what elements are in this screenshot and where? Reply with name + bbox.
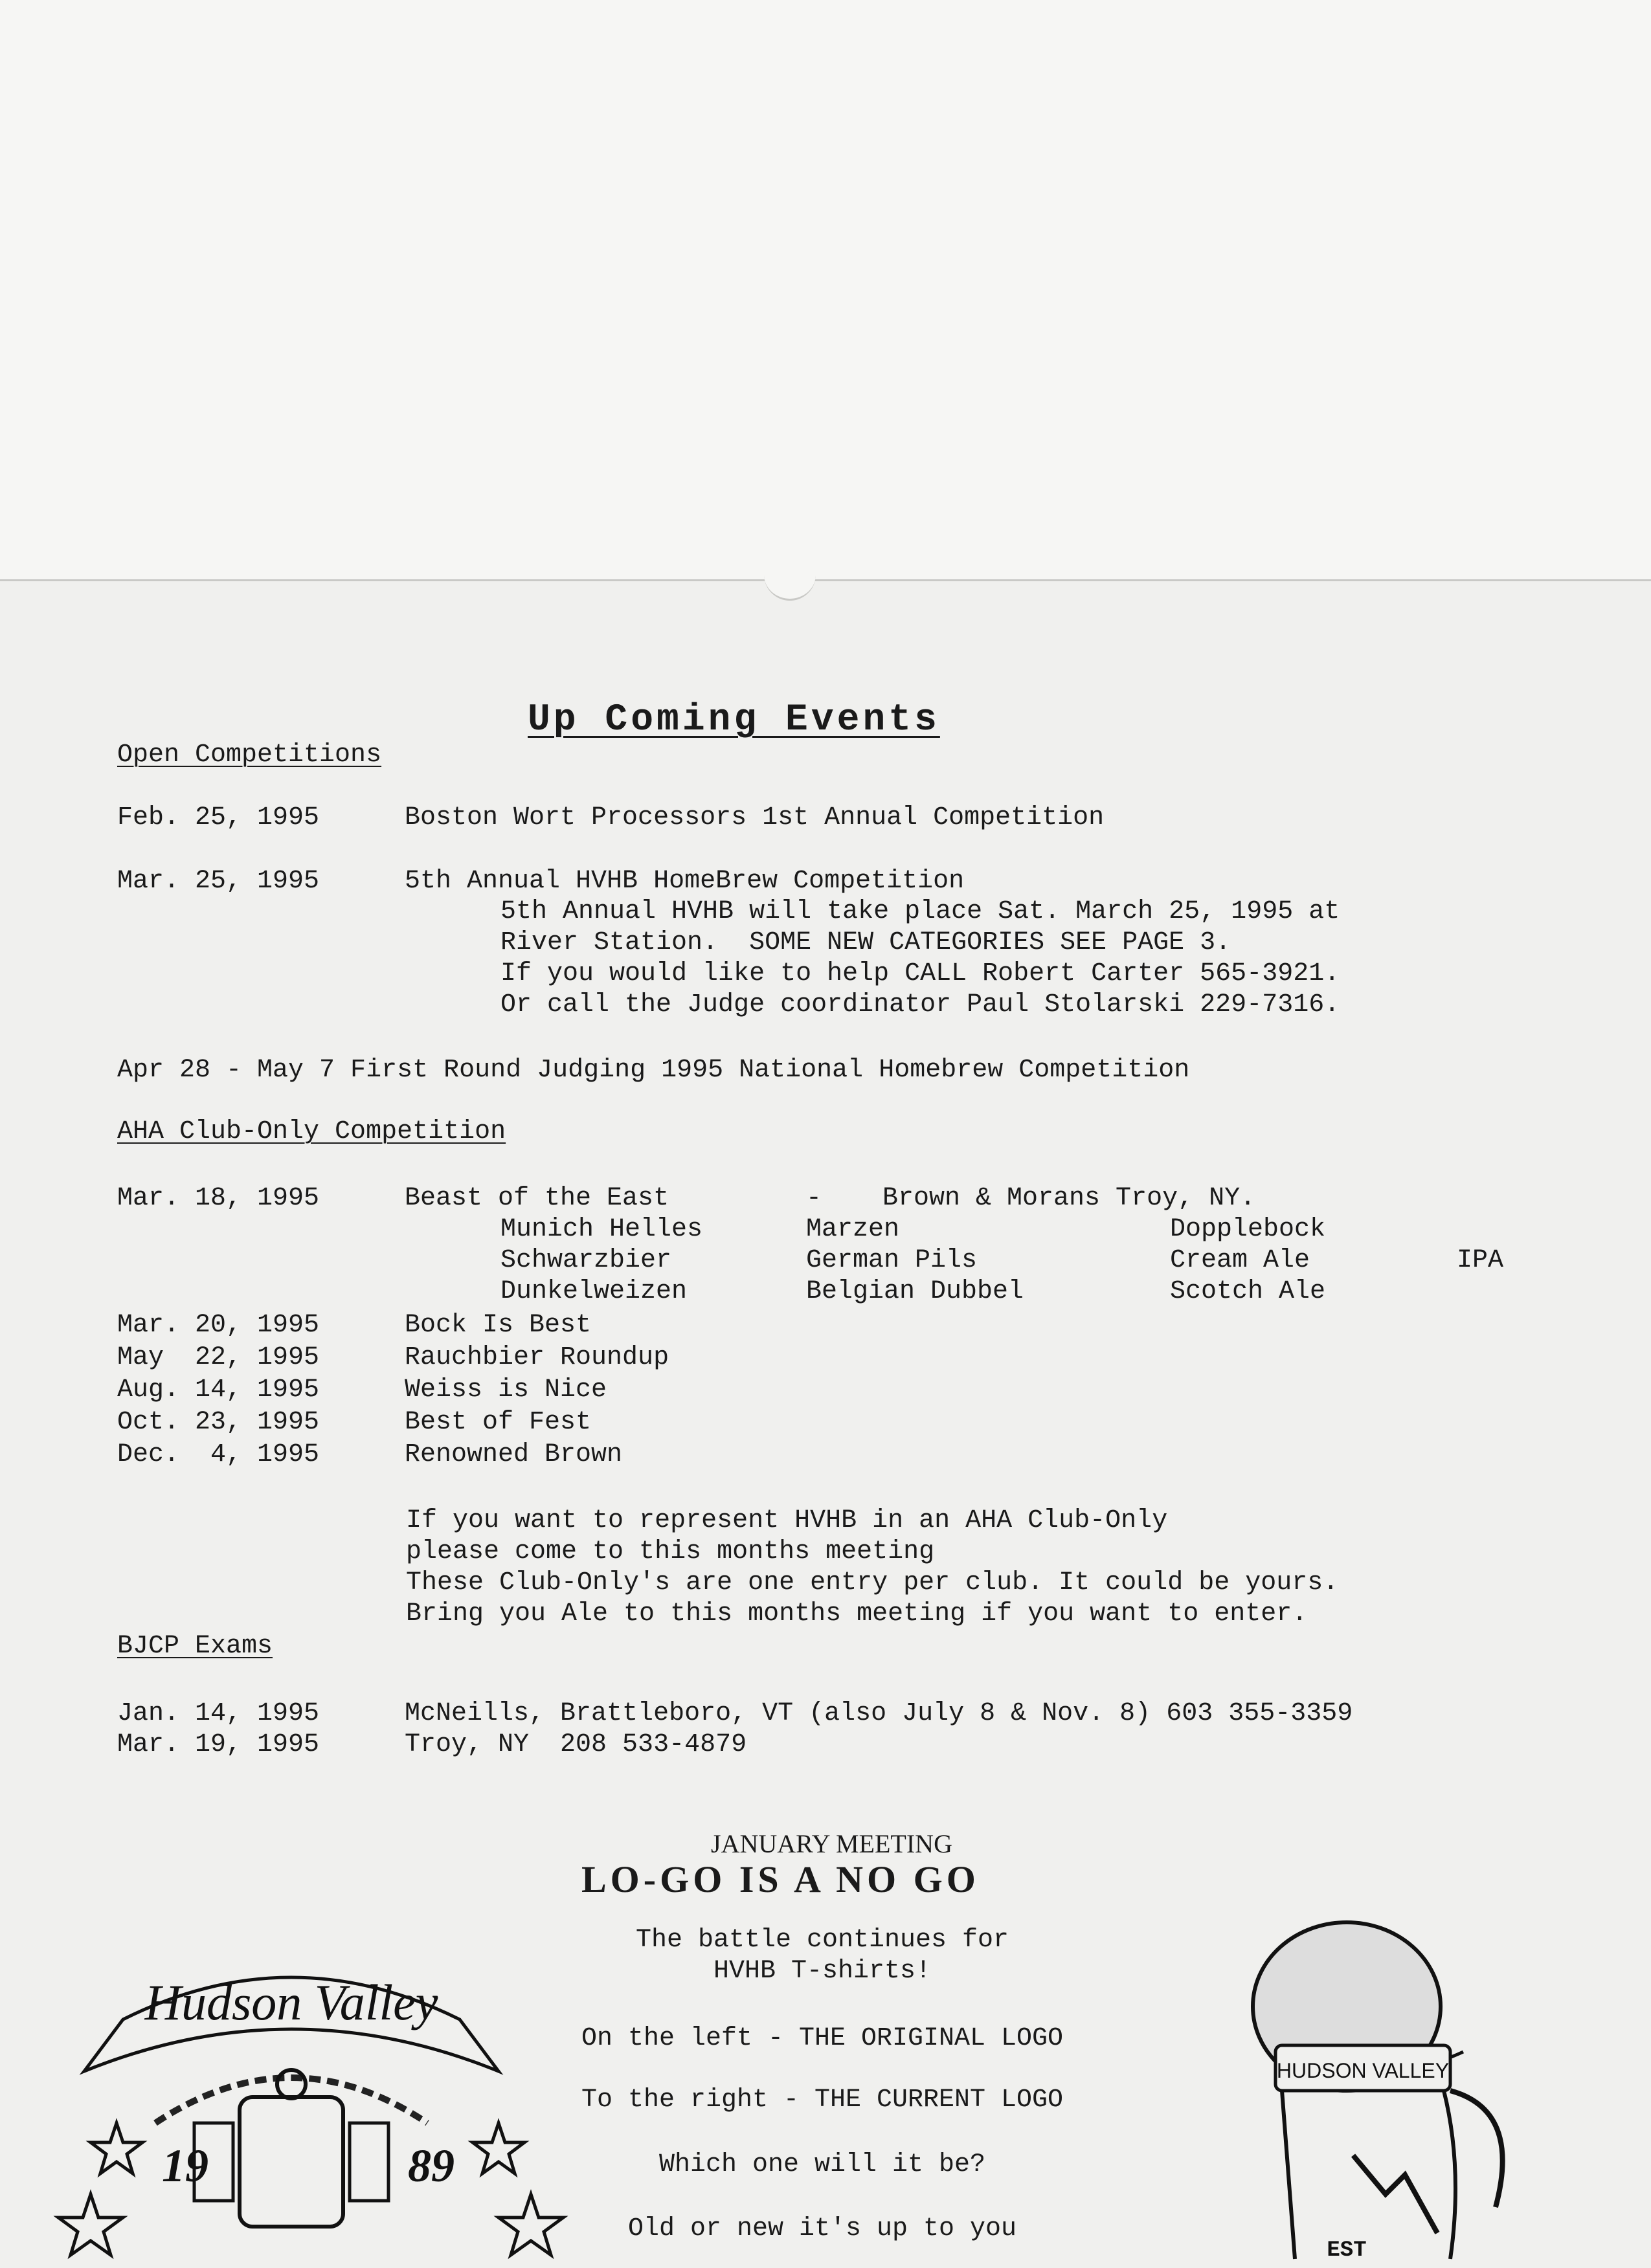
event-date: Mar. 20, 1995 — [117, 1311, 320, 1340]
detail-line: Or call the Judge coordinator Paul Stolarski 229-7316. — [500, 990, 1340, 1019]
event-text: Beast of the East — [405, 1184, 669, 1213]
event-date: Mar. 19, 1995 — [117, 1730, 320, 1759]
event-text: Bock Is Best — [405, 1311, 592, 1340]
event-date: Mar. 25, 1995 — [117, 867, 320, 896]
event-text: McNeills, Brattleboro, VT (also July 8 & Nov. 8) 603 355-3359 — [405, 1699, 1353, 1728]
style-item: IPA — [1457, 1246, 1504, 1275]
aha-heading: AHA Club-Only Competition — [117, 1117, 506, 1146]
detail-line: If you would like to help CALL Robert Carter 565-3921. — [500, 959, 1340, 988]
dash: - — [806, 1184, 822, 1213]
event-text: Troy, NY 208 533-4879 — [405, 1730, 747, 1759]
page-title: Up Coming Events — [528, 699, 940, 741]
meeting-line: To the right - THE CURRENT LOGO — [581, 2085, 1064, 2115]
star-icon — [473, 2123, 524, 2174]
event-date: Jan. 14, 1995 — [117, 1699, 320, 1728]
judging-line: Apr 28 - May 7 First Round Judging 1995 National Homebrew Competition — [117, 1056, 1190, 1085]
detail-line: 5th Annual HVHB will take place Sat. March 25, 1995 at — [500, 897, 1340, 926]
star-icon — [91, 2123, 142, 2174]
original-logo — [45, 1909, 576, 2266]
meeting-headline: LO-GO IS A NO GO — [581, 1858, 980, 1900]
style-item: Dunkelweizen — [500, 1277, 688, 1306]
event-date: May 22, 1995 — [117, 1343, 320, 1372]
open-competitions-heading: Open Competitions — [117, 740, 382, 770]
meeting-line: HVHB T-shirts! — [713, 1957, 932, 1986]
note-line: If you want to represent HVHB in an AHA Club-Only — [406, 1506, 1168, 1535]
meeting-label: JANUARY MEETING — [711, 1829, 952, 1858]
meeting-line: Old or new it's up to you — [627, 2214, 1017, 2243]
kettle-top — [277, 2070, 306, 2098]
event-text: 5th Annual HVHB HomeBrew Competition — [405, 867, 965, 896]
note-line: Bring you Ale to this months meeting if you want to enter. — [406, 1599, 1308, 1629]
style-item: Marzen — [806, 1215, 900, 1244]
event-date: Mar. 18, 1995 — [117, 1184, 320, 1213]
river-line — [1353, 2155, 1437, 2233]
style-item: German Pils — [806, 1246, 978, 1275]
event-text: Rauchbier Roundup — [405, 1343, 669, 1372]
mug-right — [350, 2123, 388, 2201]
current-logo — [1250, 1896, 1534, 2266]
event-date: Dec. 4, 1995 — [117, 1440, 320, 1469]
brew-kettle — [240, 2097, 343, 2227]
style-item: Schwarzbier — [500, 1246, 672, 1275]
logo-year-right: 89 — [408, 2140, 455, 2192]
star-icon — [499, 2194, 563, 2255]
bjcp-heading: BJCP Exams — [117, 1632, 273, 1661]
logo-est-text: EST — [1327, 2238, 1367, 2263]
note-line: These Club-Only's are one entry per club. It could be yours. — [406, 1568, 1339, 1597]
glass-handle — [1450, 2091, 1503, 2207]
event-date: Feb. 25, 1995 — [117, 803, 320, 832]
note-line: please come to this months meeting — [406, 1537, 935, 1566]
event-text: Renowned Brown — [405, 1440, 623, 1469]
event-text: Weiss is Nice — [405, 1375, 607, 1405]
event-text: Best of Fest — [405, 1408, 592, 1437]
style-item: Munich Helles — [500, 1215, 703, 1244]
style-item: Dopplebock — [1170, 1215, 1326, 1244]
logo-banner-text: Hudson Valley — [144, 1974, 438, 2030]
blank-page-top — [0, 0, 1651, 579]
logo-year-left: 19 — [162, 2140, 208, 2192]
style-item: Scotch Ale — [1170, 1277, 1326, 1306]
event-date: Aug. 14, 1995 — [117, 1375, 320, 1405]
meeting-line: On the left - THE ORIGINAL LOGO — [581, 2024, 1064, 2053]
event-date: Oct. 23, 1995 — [117, 1408, 320, 1437]
style-item: Cream Ale — [1170, 1246, 1310, 1275]
event-text: Boston Wort Processors 1st Annual Competition — [405, 803, 1105, 832]
style-item: Belgian Dubbel — [806, 1277, 1024, 1306]
event-host: Brown & Morans Troy, NY. — [882, 1184, 1256, 1213]
logo-ribbon-text: HUDSON VALLEY — [1276, 2059, 1450, 2082]
star-icon — [58, 2194, 123, 2255]
meeting-line: Which one will it be? — [658, 2150, 986, 2179]
meeting-line: The battle continues for — [635, 1926, 1009, 1955]
detail-line: River Station. SOME NEW CATEGORIES SEE PAGE 3. — [500, 928, 1231, 957]
